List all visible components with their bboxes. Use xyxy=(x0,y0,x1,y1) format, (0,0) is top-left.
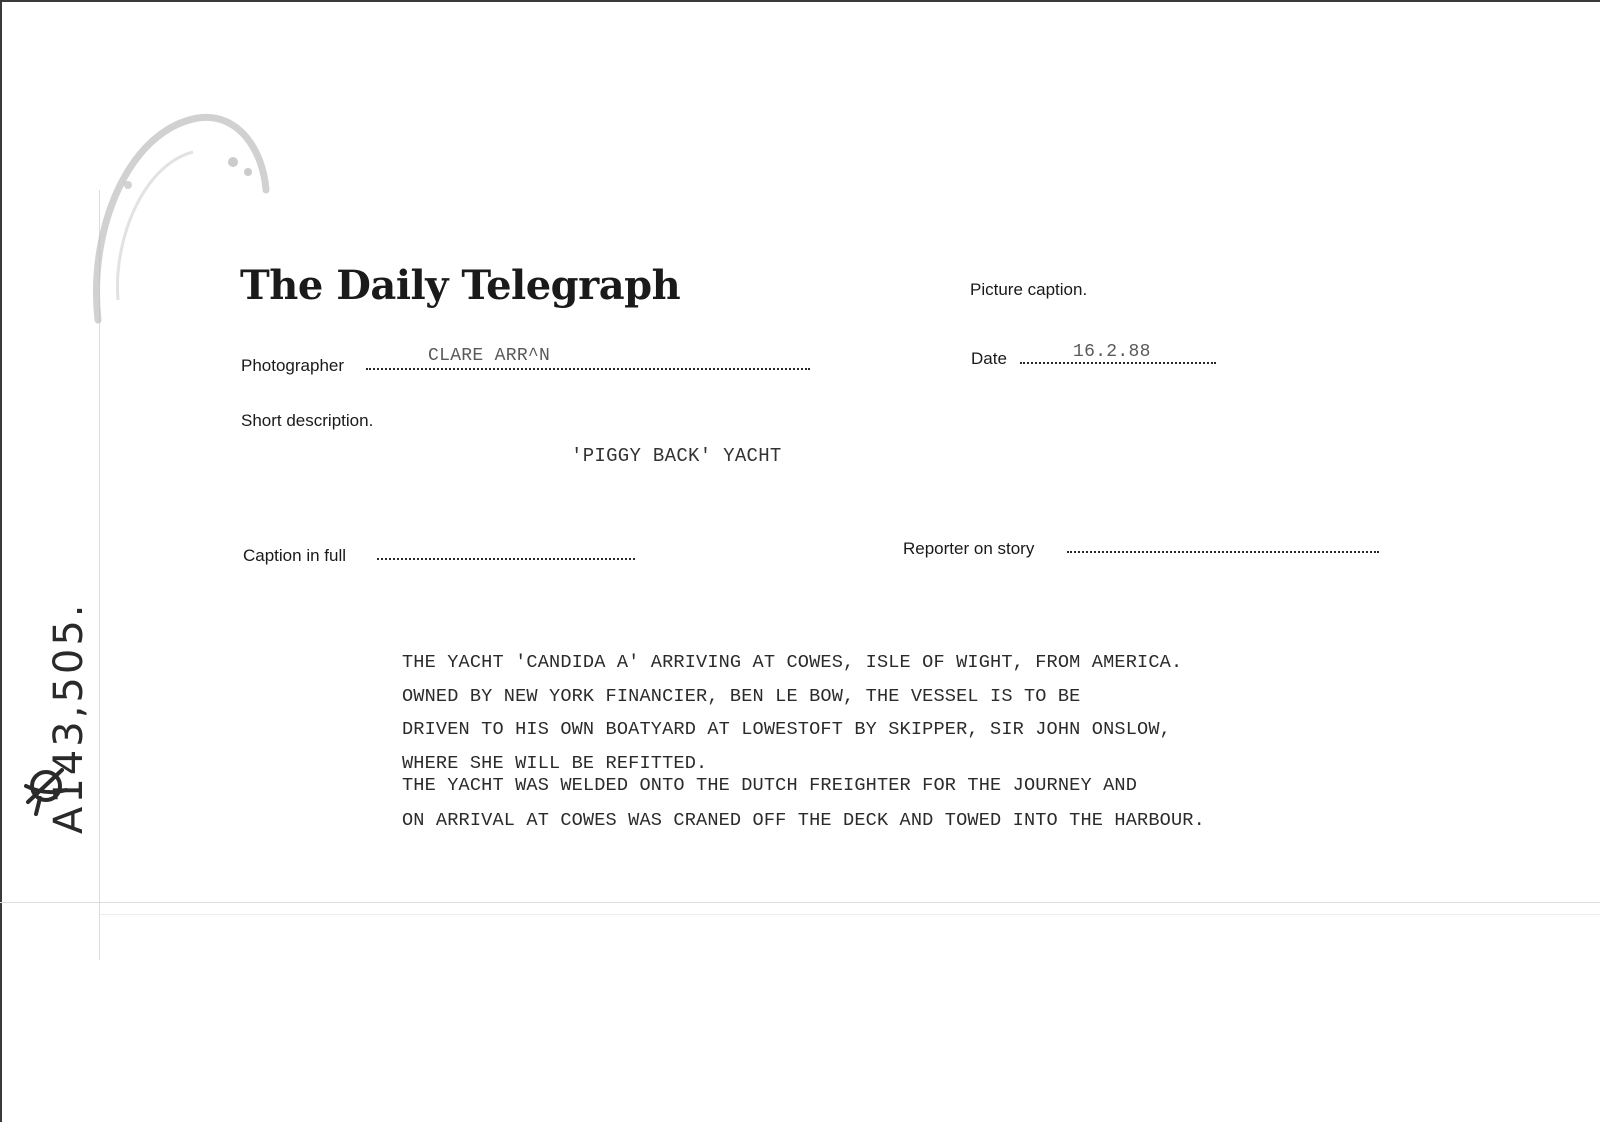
handwritten-scribble-icon xyxy=(18,762,72,818)
caption-line: DRIVEN TO HIS OWN BOATYARD AT LOWESTOFT BY SKIPPER, SIR JOHN ONSLOW, xyxy=(402,719,1171,740)
card-edge-shadow xyxy=(100,914,1600,915)
caption-line: OWNED BY NEW YORK FINANCIER, BEN LE BOW, THE VESSEL IS TO BE xyxy=(402,686,1081,707)
reporter-dotted-line xyxy=(1067,551,1379,553)
card-edge-bottom xyxy=(0,902,1600,903)
photographer-label: Photographer xyxy=(241,356,345,375)
caption-in-full-label: Caption in full xyxy=(243,546,347,565)
scan-edge-top xyxy=(0,0,1600,2)
caption-line: ON ARRIVAL AT COWES WAS CRANED OFF THE DECK AND TOWED INTO THE HARBOUR. xyxy=(402,810,1205,831)
date-value: 16.2.88 xyxy=(1073,342,1151,362)
caption-line: THE YACHT 'CANDIDA A' ARRIVING AT COWES, ISLE OF WIGHT, FROM AMERICA. xyxy=(402,652,1183,673)
masthead-title: The Daily Telegraph xyxy=(240,262,681,309)
photographer-dotted-line xyxy=(366,368,810,370)
caption-dotted-line xyxy=(377,558,635,560)
caption-line: THE YACHT WAS WELDED ONTO THE DUTCH FREIGHTER FOR THE JOURNEY AND xyxy=(402,775,1138,796)
reporter-label: Reporter on story xyxy=(903,539,1035,558)
caption-line: WHERE SHE WILL BE REFITTED. xyxy=(402,753,708,774)
short-description-value: 'PIGGY BACK' YACHT xyxy=(571,445,782,467)
date-dotted-line xyxy=(1020,362,1216,364)
scan-edge-left xyxy=(0,0,2,1122)
date-label: Date xyxy=(971,349,1007,368)
handwritten-reference-text: A143,505. xyxy=(46,601,92,834)
picture-caption-label: Picture caption. xyxy=(970,280,1088,299)
handwritten-reference xyxy=(46,601,386,834)
photographer-value: CLARE ARR^N xyxy=(428,346,551,366)
short-description-label: Short description. xyxy=(241,411,374,430)
